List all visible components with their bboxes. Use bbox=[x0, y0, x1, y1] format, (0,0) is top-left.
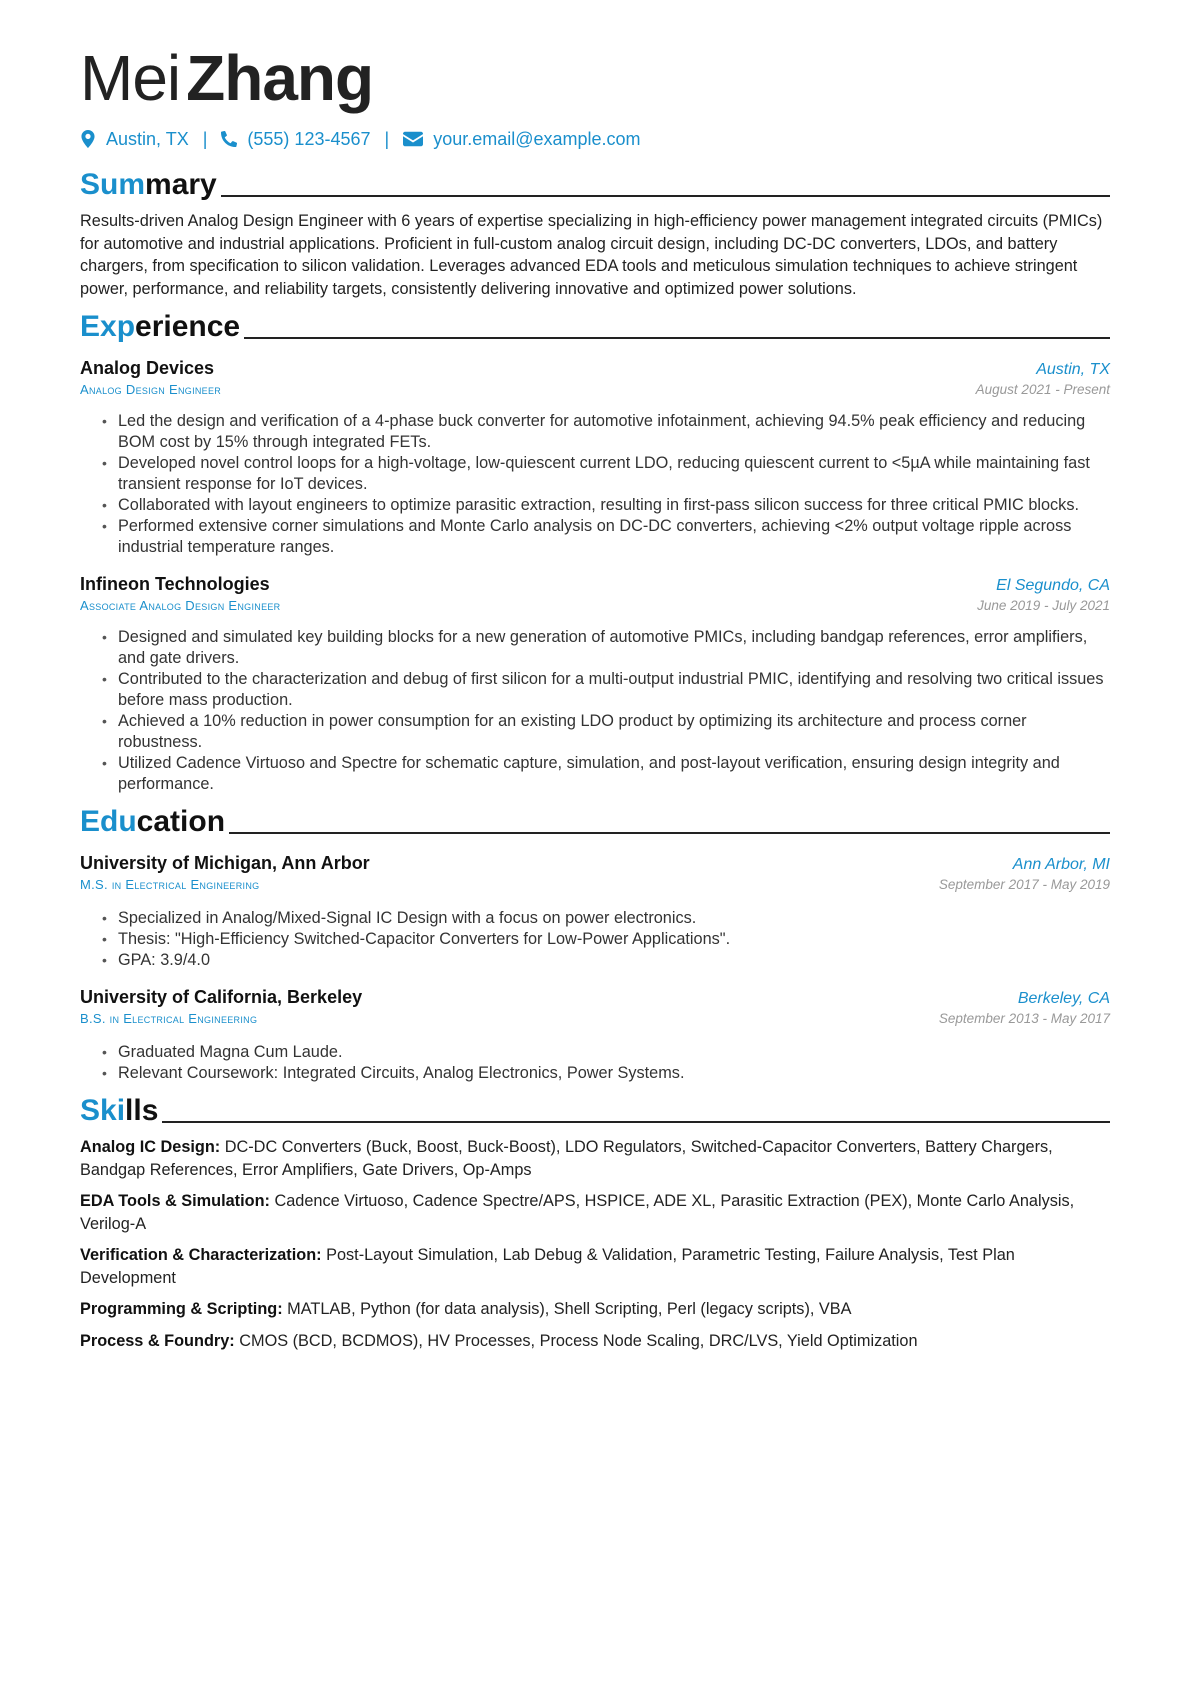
bullet-list bbox=[80, 1042, 1110, 1084]
bullet-list bbox=[80, 627, 1110, 795]
skill-label: EDA Tools & Simulation: bbox=[80, 1192, 270, 1210]
section-rule bbox=[244, 337, 1110, 339]
education-entry bbox=[80, 853, 1110, 971]
list-item: • Led the design and verification of a 4-phase buck converter for automotive infotainment, achieving 94.5% peak efficiency and reducing BOM cost by 15% through integrated FETs. bbox=[118, 411, 1110, 453]
phone-text: (555) 123-4567 bbox=[247, 128, 371, 149]
candidate-name bbox=[80, 40, 1110, 116]
contact-separator: | bbox=[202, 128, 208, 149]
experience-heading-rest: erience bbox=[135, 310, 241, 343]
degree: M.S. in Electrical Engineering bbox=[80, 877, 260, 892]
degree: B.S. in Electrical Engineering bbox=[80, 1011, 258, 1026]
skill-row bbox=[80, 1298, 1110, 1321]
summary-heading bbox=[80, 168, 1110, 202]
list-item: • Graduated Magna Cum Laude. bbox=[118, 1042, 1110, 1063]
skill-value: Post-Layout Simulation, Lab Debug & Validation, Parametric Testing, Failure Analysis, Test Plan Development bbox=[80, 1246, 1015, 1287]
skill-label: Analog IC Design: bbox=[80, 1138, 221, 1156]
skills-heading bbox=[80, 1094, 1110, 1128]
entry-dates: September 2017 - May 2019 bbox=[938, 877, 1110, 892]
skill-label: Programming & Scripting: bbox=[80, 1300, 283, 1318]
section-rule bbox=[221, 195, 1110, 197]
first-name: Mei bbox=[80, 42, 181, 114]
job-title: Associate Analog Design Engineer bbox=[80, 598, 281, 613]
list-item: • Thesis: "High-Efficiency Switched-Capacitor Converters for Low-Power Applications". bbox=[118, 929, 1110, 950]
summary-heading-accent: Sum bbox=[80, 168, 146, 201]
company-name: Infineon Technologies bbox=[80, 574, 270, 594]
list-item: • Collaborated with layout engineers to optimize parasitic extraction, resulting in first-pass silicon success for three critical PMIC blocks. bbox=[118, 495, 1110, 516]
experience-entry bbox=[80, 358, 1110, 558]
skill-value: DC-DC Converters (Buck, Boost, Buck-Boost), LDO Regulators, Switched-Capacitor Converters, Battery Chargers, Bandgap References, Error Amplifiers, Gate Drivers, Op-Amps bbox=[80, 1138, 1053, 1179]
skill-label: Verification & Characterization: bbox=[80, 1246, 322, 1264]
education-entry bbox=[80, 987, 1110, 1084]
list-item: • Relevant Coursework: Integrated Circuits, Analog Electronics, Power Systems. bbox=[118, 1063, 1110, 1084]
section-rule bbox=[229, 832, 1110, 834]
list-item: • Developed novel control loops for a high-voltage, low-quiescent current LDO, reducing quiescent current to <5µA while maintaining fast transient response for IoT devices. bbox=[118, 453, 1110, 495]
entry-location: El Segundo, CA bbox=[996, 577, 1110, 594]
skill-value: CMOS (BCD, BCDMOS), HV Processes, Process Node Scaling, DRC/LVS, Yield Optimization bbox=[239, 1331, 918, 1350]
skills-heading-rest: lls bbox=[125, 1094, 159, 1127]
entry-dates: June 2019 - July 2021 bbox=[977, 598, 1110, 613]
list-item: • Contributed to the characterization and debug of first silicon for a multi-output industrial PMIC, identifying and resolving two critical issues before mass production. bbox=[118, 669, 1110, 711]
experience-heading-accent: Exp bbox=[80, 310, 136, 343]
contact-location bbox=[80, 129, 189, 150]
company-name: Analog Devices bbox=[80, 358, 215, 378]
job-title: Analog Design Engineer bbox=[80, 382, 222, 397]
school-name: University of California, Berkeley bbox=[80, 987, 363, 1007]
skills-list bbox=[80, 1136, 1110, 1352]
envelope-icon bbox=[403, 131, 423, 147]
contact-bar bbox=[80, 126, 1110, 152]
skill-label: Process & Foundry: bbox=[80, 1331, 235, 1350]
skill-row bbox=[80, 1244, 1110, 1289]
bullet-list bbox=[80, 411, 1110, 558]
location-text: Austin, TX bbox=[106, 128, 189, 149]
skill-row bbox=[80, 1136, 1110, 1181]
skills-heading-accent: Ski bbox=[80, 1094, 126, 1127]
education-heading-rest: cation bbox=[136, 805, 226, 838]
experience-entry bbox=[80, 574, 1110, 795]
education-heading bbox=[80, 805, 1110, 839]
entry-dates: August 2021 - Present bbox=[975, 382, 1110, 397]
entry-location: Berkeley, CA bbox=[1017, 990, 1110, 1007]
list-item: • Utilized Cadence Virtuoso and Spectre for schematic capture, simulation, and post-layout verification, ensuring design integrity and performance. bbox=[118, 753, 1110, 795]
email-link: your.email@example.com bbox=[433, 128, 641, 149]
section-rule bbox=[162, 1121, 1110, 1123]
entry-location: Austin, TX bbox=[1036, 361, 1110, 378]
skill-value: MATLAB, Python (for data analysis), Shell Scripting, Perl (legacy scripts), VBA bbox=[287, 1300, 852, 1318]
contact-separator: | bbox=[384, 128, 390, 149]
list-item: • Achieved a 10% reduction in power consumption for an existing LDO product by optimizing its architecture and process corner robustness. bbox=[118, 711, 1110, 753]
experience-heading bbox=[80, 310, 1110, 344]
contact-phone[interactable] bbox=[221, 129, 370, 150]
contact-email[interactable] bbox=[403, 129, 640, 150]
entry-location: Ann Arbor, MI bbox=[1012, 856, 1110, 873]
skill-value: Cadence Virtuoso, Cadence Spectre/APS, HSPICE, ADE XL, Parasitic Extraction (PEX), Monte Carlo Analysis, Verilog-A bbox=[80, 1192, 1075, 1233]
map-pin-icon bbox=[80, 130, 96, 148]
summary-heading-rest: mary bbox=[145, 168, 217, 201]
education-heading-accent: Edu bbox=[80, 805, 137, 838]
school-name: University of Michigan, Ann Arbor bbox=[80, 853, 370, 873]
list-item: • GPA: 3.9/4.0 bbox=[118, 950, 1110, 971]
last-name: Zhang bbox=[186, 42, 374, 114]
summary-text: Results-driven Analog Design Engineer with 6 years of expertise specializing in high-efficiency power management integrated circuits (PMICs) for automotive and industrial applications. Proficient in full-custom analog circuit design, including DC-DC converters, LDOs, and battery chargers, from specification to silicon validation. Leverages advanced EDA tools and meticulous simulation techniques to achieve stringent power, performance, and reliability targets, consistently delivering innovative and optimized power solutions. bbox=[80, 212, 1103, 298]
bullet-list bbox=[80, 908, 1110, 971]
skill-row bbox=[80, 1330, 1110, 1353]
skill-row bbox=[80, 1190, 1110, 1235]
list-item: • Specialized in Analog/Mixed-Signal IC Design with a focus on power electronics. bbox=[118, 908, 1110, 929]
phone-icon bbox=[221, 130, 237, 148]
entry-dates: September 2013 - May 2017 bbox=[938, 1011, 1110, 1026]
list-item: • Designed and simulated key building blocks for a new generation of automotive PMICs, including bandgap references, error amplifiers, and gate drivers. bbox=[118, 627, 1110, 669]
list-item: • Performed extensive corner simulations and Monte Carlo analysis on DC-DC converters, achieving <2% output voltage ripple across industrial temperature ranges. bbox=[118, 516, 1110, 558]
